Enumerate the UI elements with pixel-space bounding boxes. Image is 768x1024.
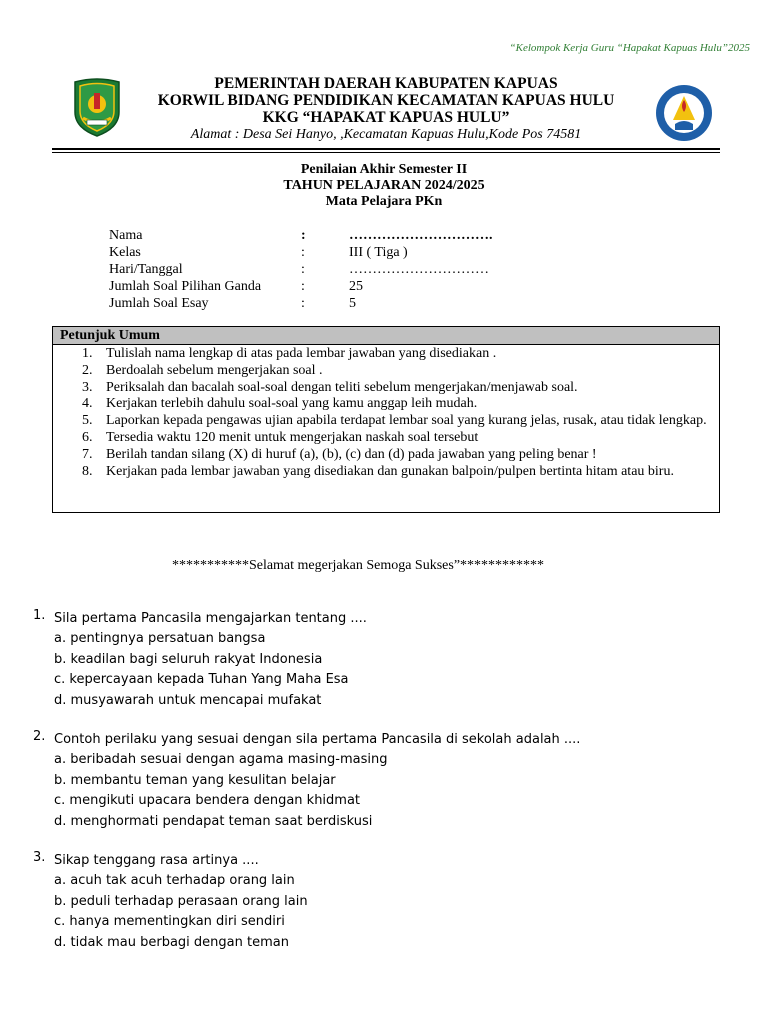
exam-title-semester: Penilaian Akhir Semester II: [300, 162, 468, 177]
answer-option: b. membantu teman yang kesulitan belajar: [54, 772, 336, 788]
exam-title: [0, 162, 768, 210]
instructions-list: [53, 346, 719, 480]
instructions-box: [52, 326, 720, 513]
instruction-number: 2.: [82, 362, 93, 378]
question-text: Contoh perilaku yang sesuai dengan sila pertama Pancasila di sekolah adalah ....: [54, 732, 581, 747]
info-label: Hari/Tanggal: [109, 262, 183, 277]
instruction-item: [53, 363, 719, 380]
info-row: [109, 278, 529, 295]
answer-option: c. hanya mementingkan diri sendiri: [54, 914, 285, 929]
question-number: 2.: [33, 729, 46, 744]
info-row: [109, 227, 529, 244]
instruction-item: [53, 430, 719, 447]
answer-option: a. pentingnya persatuan bangsa: [54, 631, 266, 646]
student-info: [109, 227, 529, 312]
info-colon: :: [301, 262, 305, 277]
info-value: ………………………….: [349, 228, 493, 243]
greeting-text: ***********Selamat megerjakan Semoga Sukses”************: [171, 558, 545, 573]
answer-option: d. menghormati pendapat teman saat berdiskusi: [54, 813, 373, 829]
instruction-item: [53, 380, 719, 397]
answer-option: d. tidak mau berbagi dengan teman: [54, 934, 289, 950]
info-colon: :: [301, 245, 305, 260]
letterhead-line-2: KORWIL BIDANG PENDIDIKAN KECAMATAN KAPUAS HULU: [157, 92, 615, 109]
answer-option: c. kepercayaan kepada Tuhan Yang Maha Esa: [54, 672, 349, 687]
info-label: Jumlah Soal Pilihan Ganda: [109, 279, 262, 294]
question-text: Sikap tenggang rasa artinya ....: [54, 853, 259, 868]
question-number: 3.: [33, 850, 46, 865]
header-tagline: “Kelompok Kerja Guru “Hapakat Kapuas Hulu”2025: [509, 42, 750, 54]
info-colon: :: [301, 296, 305, 311]
instruction-text: Kerjakan pada lembar jawaban yang disediakan dan gunakan balpoin/pulpen bertinta hitam atau biru.: [106, 463, 674, 479]
question-list: [33, 608, 733, 971]
question-number: 1.: [33, 608, 46, 623]
info-row: [109, 244, 529, 261]
letterhead-divider: [52, 148, 720, 150]
answer-option: a. acuh tak acuh terhadap orang lain: [54, 873, 295, 888]
instruction-text: Laporkan kepada pengawas ujian apabila terdapat lembar soal yang kurang jelas, rusak, atau tidak lengkap.: [106, 413, 707, 429]
instruction-text: Kerjakan terlebih dahulu soal-soal yang kamu anggap leih mudah.: [106, 396, 478, 412]
letterhead-divider-thin: [52, 152, 720, 153]
instruction-number: 5.: [82, 413, 93, 429]
question-item: [33, 729, 733, 832]
answer-option: d. musyawarah untuk mencapai mufakat: [54, 692, 322, 708]
info-label: Kelas: [109, 245, 141, 260]
question-item: [33, 850, 733, 953]
instruction-item: [53, 346, 719, 363]
exam-title-year: TAHUN PELAJARAN 2024/2025: [283, 178, 485, 193]
instruction-item: [53, 413, 719, 430]
info-row: [109, 261, 529, 278]
instruction-text: Berilah tandan silang (X) di huruf (a), (b), (c) dan (d) pada jawaban yang peling benar !: [106, 446, 597, 462]
instruction-number: 6.: [82, 429, 93, 445]
instruction-number: 7.: [82, 446, 93, 462]
question-text: Sila pertama Pancasila mengajarkan tentang ....: [54, 611, 367, 626]
instruction-text: Tersedia waktu 120 menit untuk mengerjakan naskah soal tersebut: [106, 429, 479, 445]
letterhead-address: Alamat : Desa Sei Hanyo, ,Kecamatan Kapuas Hulu,Kode Pos 74581: [190, 127, 582, 142]
letterhead: [150, 75, 622, 143]
info-row: [109, 295, 529, 312]
letterhead-line-3: KKG “HAPAKAT KAPUAS HULU”: [262, 109, 510, 126]
instruction-number: 3.: [82, 379, 93, 395]
info-label: Nama: [109, 228, 143, 243]
info-value: 5: [349, 296, 356, 311]
instruction-number: 1.: [82, 346, 93, 361]
info-colon: :: [301, 279, 305, 294]
answer-option: c. mengikuti upacara bendera dengan khidmat: [54, 793, 361, 808]
answer-option: b. keadilan bagi seluruh rakyat Indonesia: [54, 651, 323, 667]
exam-title-subject: Mata Pelajara PKn: [325, 194, 443, 209]
info-colon: :: [301, 228, 306, 243]
question-item: [33, 608, 733, 711]
answer-option: a. beribadah sesuai dengan agama masing-masing: [54, 752, 388, 767]
letterhead-line-1: PEMERINTAH DAERAH KABUPATEN KAPUAS: [214, 75, 558, 92]
info-label: Jumlah Soal Esay: [109, 296, 209, 311]
instruction-item: [53, 464, 719, 481]
kapuas-regency-shield-icon: [69, 76, 125, 138]
instruction-number: 8.: [82, 463, 93, 479]
instruction-text: Periksalah dan bacalah soal-soal dengan teliti sebelum mengerjakan/menjawab soal.: [106, 379, 578, 395]
instruction-text: Berdoalah sebelum mengerjakan soal .: [106, 362, 323, 378]
instruction-item: [53, 396, 719, 413]
info-value: III ( Tiga ): [349, 245, 408, 260]
tut-wuri-handayani-icon: [655, 80, 713, 146]
info-value: …………………………: [349, 262, 489, 277]
instructions-heading: Petunjuk Umum: [53, 327, 719, 345]
answer-option: b. peduli terhadap perasaan orang lain: [54, 893, 308, 909]
instruction-item: [53, 447, 719, 464]
info-value: 25: [349, 279, 363, 294]
instruction-text: Tulislah nama lengkap di atas pada lembar jawaban yang disediakan .: [106, 346, 497, 361]
instruction-number: 4.: [82, 396, 93, 412]
